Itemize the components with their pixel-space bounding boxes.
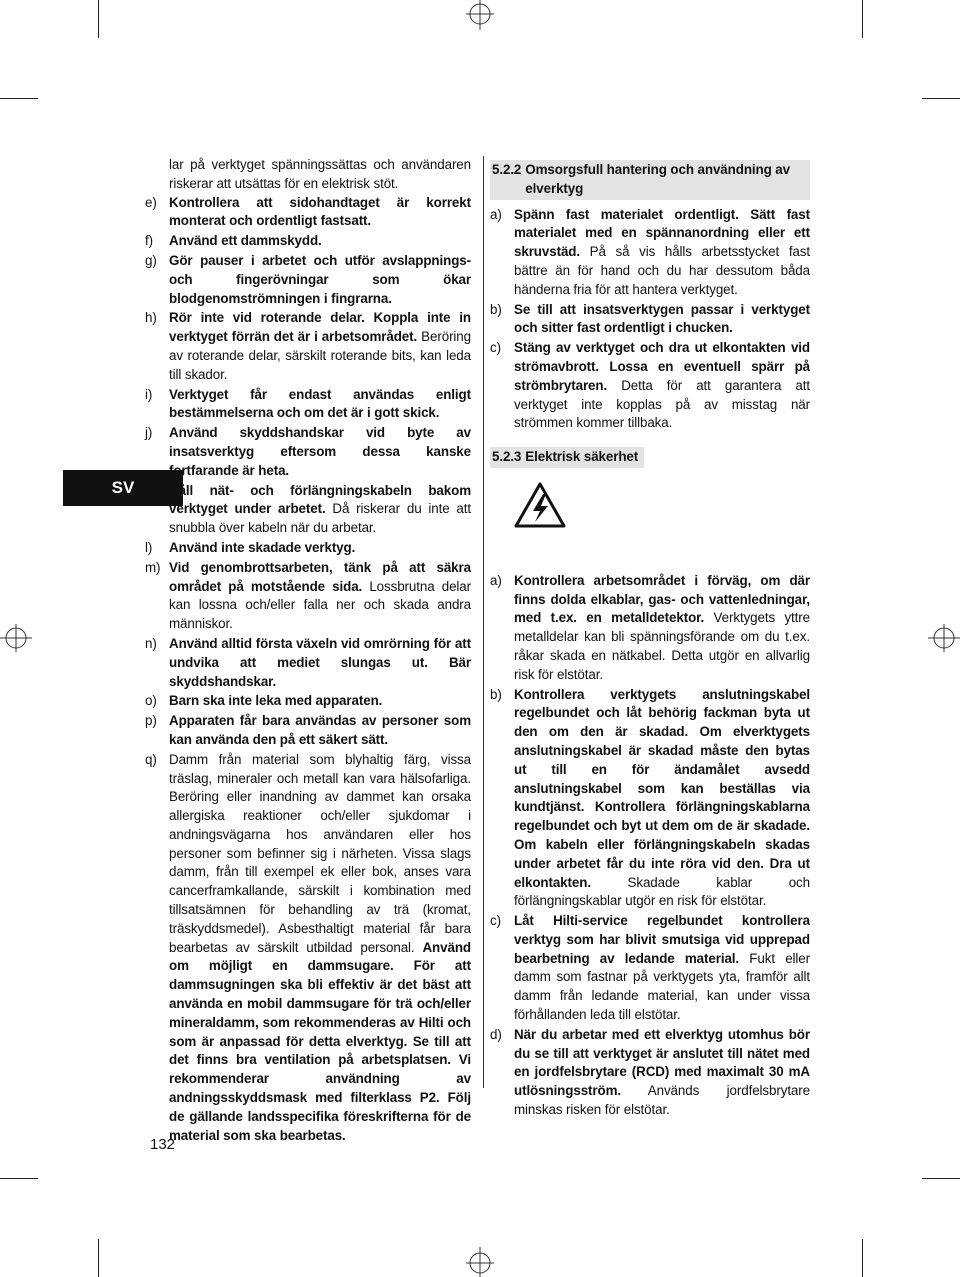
list-item-text <box>169 482 471 538</box>
bold-text: Verktyget får endast användas enligt bestämmelserna och om det är i gott skick. <box>169 386 471 421</box>
list-item <box>145 712 471 750</box>
normal-text: På så vis hålls arbetsstycket fast bättre än för hand och du har dessutom båda händerna fria för att hantera verktyget. <box>514 244 810 297</box>
list-item-text <box>514 572 810 685</box>
list-item-text <box>169 751 471 1146</box>
left-items-list <box>145 194 471 1146</box>
list-item-text <box>169 424 471 480</box>
list-item-label: n) <box>145 635 157 651</box>
normal-text: Då riskerar du inte att snubbla över kabeln när du arbetar. <box>169 501 471 536</box>
section-title: Elektrisk säkerhet <box>525 449 639 465</box>
bold-text: Använd om möjligt en dammsugare. För att dammsugningen ska bli effektiv är det bäst att använda en mobil dammsugare för trä och/eller mineraldamm, som rekommenderas av Hilti och som är anpassad för detta elverktyg. Se till att det finns bra ventilation på arbetsplatsen. Vi rekommenderar användning av andningsskyddsmask med filterklass P2. Följ de gällande landsspecifika föreskrifterna för de material som ska bearbetas. <box>169 939 471 1143</box>
registration-mark-left <box>0 620 36 656</box>
list-item <box>145 194 471 232</box>
list-item-label: b) <box>490 301 502 317</box>
list-item <box>145 635 471 691</box>
bold-text: Använd skyddshandskar vid byte av insatsverktyg eftersom dessa kanske fortfarande är heta. <box>169 425 471 478</box>
bold-text: Stäng av verktyget och dra ut elkontakten vid strömavbrott. Lossa en eventuell spärr på strömbrytaren. <box>514 340 810 393</box>
normal-text: Verktygets yttre metalldelar kan bli spänningsförande om du t.ex. råkar skada en nätkabel. Detta utgör en allvarlig risk för elstötar. <box>514 610 811 682</box>
page-number: 132 <box>150 1136 176 1153</box>
list-item <box>490 686 810 912</box>
list-item-label: e) <box>145 194 157 210</box>
crop-mark-bottom-right <box>862 1239 863 1277</box>
list-item-label: i) <box>145 386 153 402</box>
crop-mark-top-right <box>862 0 863 38</box>
bold-text: Kontrollera verktygets anslutningskabel regelbundet och låt behörig fackman byta ut den om den är skadad. Om elverktygets anslutningskabel är skadad måste den bytas ut till en för ändamålet avsedd anslutningskabel som kan beställas via kundtjänst. Kontrollera förlängningskablarna regelbundet och byt ut dem om de är skadade. Om kabeln eller förlängningskabeln skadas under arbetet får du inte röra vid den. Dra ut elkontakten. <box>514 686 810 890</box>
warning-symbol-wrap <box>490 482 810 534</box>
list-item <box>145 559 471 634</box>
list-item-label: f) <box>145 233 153 249</box>
list-item-label: l) <box>145 539 153 555</box>
list-item <box>490 912 810 1025</box>
list-item-text <box>169 539 471 558</box>
list-item-text <box>514 339 810 433</box>
section1-items-list <box>490 206 810 434</box>
normal-text: Används jordfelsbrytare minskas risken för elstötar. <box>514 1083 810 1118</box>
normal-text: Beröring av roterande delar, särskilt roterande bits, kan leda till skador. <box>169 329 471 382</box>
list-item-label: c) <box>490 340 501 356</box>
list-item-label: a) <box>490 572 502 588</box>
registration-mark-bottom <box>462 1241 498 1277</box>
list-item-text <box>169 232 471 251</box>
list-item-label: b) <box>490 686 502 702</box>
crop-mark-bottom-left-h <box>0 1178 38 1179</box>
crop-mark-top-left <box>98 0 99 38</box>
list-item <box>490 339 810 433</box>
list-item <box>490 206 810 300</box>
bold-text: Spänn fast materialet ordentligt. Sätt fast materialet med en spännanordning eller ett skruvstäd. <box>514 206 810 260</box>
right-column <box>490 156 810 1121</box>
bold-text: Rör inte vid roterande delar. Koppla inte in verktyget förrän det är i arbetsområdet. <box>169 310 471 345</box>
section-number: 5.2.2 <box>492 162 522 177</box>
list-item-text <box>169 635 471 691</box>
list-item-label: d) <box>490 1026 502 1042</box>
list-item <box>145 482 471 538</box>
bold-text: Håll nät- och förlängningskabeln bakom verktyget under arbetet. <box>169 482 471 517</box>
bold-text: Se till att insatsverktygen passar i verktyget och sitter fast ordentligt i chucken. <box>514 301 810 336</box>
section-number: 5.2.3 <box>492 449 522 465</box>
normal-text: Damm från material som blyhaltig färg, vissa träslag, mineraler och metall kan vara hälsofarliga. Beröring eller inandning av dammet kan orsaka allergiska reaktioner och/eller sjukdomar i andningsvägarna hos användaren eller hos personer som befinner sig i närheten. Vissa slags damm, från till exempel ek eller bok, anses vara cancerframkallande, särskilt i kombination med tillsatsämnen för behandling av trä (kromat, träskyddsmedel). Asbesthaltigt material får bara bearbetas av särskilt utbildad personal. <box>169 751 471 955</box>
list-item-label: g) <box>145 252 157 268</box>
normal-text: Fukt eller damm som fastnar på verktygets yta, framför allt damm från ledande material, kan under vissa förhållanden leda till elstötar. <box>514 950 811 1023</box>
electrical-hazard-icon <box>514 482 566 528</box>
language-tab: SV <box>63 470 183 506</box>
list-item-label: o) <box>145 693 157 709</box>
list-item-label: j) <box>145 425 153 441</box>
list-item-text <box>514 1026 810 1120</box>
normal-text: Lossbrutna delar kan lossna och/eller falla ner och skada andra människor. <box>169 578 471 632</box>
bold-text: Kontrollera att sidohandtaget är korrekt monterat och ordentligt fastsatt. <box>169 194 471 229</box>
crop-mark-top-right-h <box>922 98 960 99</box>
list-item-text <box>514 912 810 1025</box>
list-item-label: h) <box>145 310 157 326</box>
list-item <box>490 572 810 685</box>
bold-text: Använd alltid första växeln vid omrörning för att undvika att mediet slungas ut. Bär skyddshandskar. <box>169 635 471 689</box>
list-item-label: m) <box>145 559 161 575</box>
list-item-text <box>169 386 471 424</box>
list-item <box>145 751 471 1146</box>
list-item <box>145 692 471 711</box>
section-heading-5-2-3 <box>490 447 644 468</box>
list-item <box>145 386 471 424</box>
bold-text: Vid genombrottsarbeten, tänk på att säkra området på motstående sida. <box>169 559 471 594</box>
registration-mark-right <box>924 620 960 656</box>
crop-mark-bottom-right-h <box>922 1178 960 1179</box>
left-column <box>145 156 471 1146</box>
list-item-text <box>169 252 471 308</box>
bold-text: Låt Hilti-service regelbundet kontrollera verktyg som har blivit smutsiga vid upprepad bearbetning av ledande material. <box>514 913 810 966</box>
list-item-text <box>514 206 810 300</box>
list-item-text <box>169 692 471 711</box>
list-item <box>490 301 810 339</box>
bold-text: Kontrollera arbetsområdet i förväg, om där finns dolda elkablar, gas- och vattenledningar, med t.ex. en metalldetektor. <box>514 572 810 626</box>
list-item-text <box>169 309 471 384</box>
crop-mark-top-left-h <box>0 98 38 99</box>
list-item <box>145 252 471 308</box>
list-item <box>145 309 471 384</box>
section2-items-list <box>490 572 810 1120</box>
bold-text: Använd inte skadade verktyg. <box>169 539 356 555</box>
list-item-label: k) <box>145 482 156 498</box>
list-item-text <box>169 194 471 232</box>
bold-text: När du arbetar med ett elverktyg utomhus bör du se till att verktyget är anslutet till nätet med en jordfelsbrytare (RCD) med maximalt 30 mA utlösningsström. <box>514 1026 810 1099</box>
crop-mark-bottom-left <box>98 1239 99 1277</box>
list-item-text <box>169 559 471 634</box>
section-heading-5-2-2 <box>490 160 810 200</box>
normal-text: Skadade kablar och förlängningskablar utgör en risk för elstötar. <box>514 874 810 909</box>
list-item <box>490 1026 810 1120</box>
list-item <box>145 424 471 480</box>
section-title: Omsorgsfull hantering och användning av elverktyg <box>525 162 790 196</box>
list-item <box>145 232 471 251</box>
bold-text: Barn ska inte leka med apparaten. <box>169 693 383 709</box>
list-item-text <box>514 686 810 912</box>
list-item-label: c) <box>490 913 501 929</box>
bold-text: Apparaten får bara användas av personer som kan använda den på ett säkert sätt. <box>169 713 471 747</box>
list-item-text <box>169 712 471 750</box>
bold-text: Gör pauser i arbetet och utför avslappnings- och fingerövningar som ökar blodgenomströmningen i fingrarna. <box>169 252 471 306</box>
list-item-text <box>514 301 810 339</box>
list-item-label: a) <box>490 206 502 222</box>
normal-text: Detta för att garantera att verktyget inte kopplas på av misstag när strömmen kommer tillbaka. <box>514 377 810 431</box>
list-item <box>145 539 471 558</box>
bold-text: Använd ett dammskydd. <box>169 233 322 249</box>
column-divider <box>483 156 484 1088</box>
list-item-label: q) <box>145 751 157 767</box>
list-item-label: p) <box>145 713 157 729</box>
intro-text: lar på verktyget spänningssättas och användaren riskerar att utsättas för en elektrisk stöt. <box>169 157 471 191</box>
registration-mark-top <box>462 0 498 36</box>
